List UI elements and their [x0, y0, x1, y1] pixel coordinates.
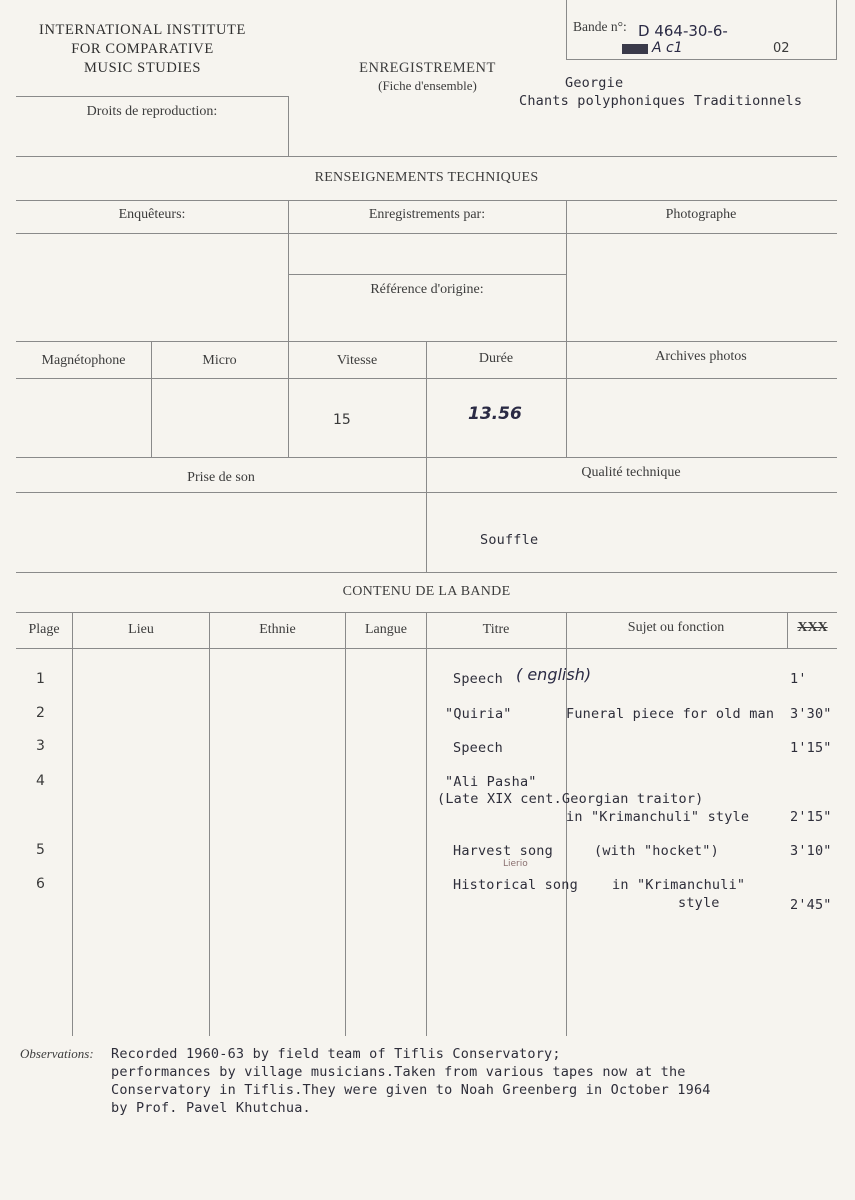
row-2-plage: 2 — [36, 705, 45, 721]
row-6-sujet: in "Krimanchuli" — [612, 877, 746, 893]
row-4-plage: 4 — [36, 773, 45, 789]
col-lieu: Lieu — [128, 622, 154, 637]
description: Chants polyphoniques Traditionnels — [519, 93, 803, 109]
bande-code: 02 — [773, 41, 790, 56]
enregistrements-label: Enregistrements par: — [368, 207, 486, 222]
technical-section-title: RENSEIGNEMENTS TECHNIQUES — [314, 170, 539, 185]
row-6-duree: 2'45" — [790, 897, 832, 913]
contents-section-title: CONTENU DE LA BANDE — [342, 584, 511, 599]
col-titre: Titre — [482, 622, 510, 637]
row-6-titre: Historical song — [453, 877, 578, 893]
row-5-plage: 5 — [36, 842, 45, 858]
observations-label: Observations: — [20, 1046, 94, 1061]
observations-line-3: Conservatory in Tiflis.They were given to Noah Greenberg in October 1964 — [111, 1082, 711, 1098]
archives-label: Archives photos — [655, 349, 747, 364]
col-langue: Langue — [365, 622, 407, 637]
row-2-titre: "Quiria" — [445, 706, 512, 722]
duree-label: Durée — [478, 351, 514, 366]
col-sujet: Sujet ou fonction — [627, 620, 725, 635]
bande-number: D 464-30-6- — [638, 22, 728, 40]
region: Georgie — [565, 75, 624, 91]
struck-text — [622, 44, 648, 54]
form-subtitle: (Fiche d'ensemble) — [378, 78, 477, 93]
col-duree-struck: XXX — [797, 620, 828, 635]
row-5-note: Lierio — [503, 859, 528, 869]
magnetophone-label: Magnétophone — [41, 353, 126, 368]
row-3-plage: 3 — [36, 738, 45, 754]
institute-line-3: MUSIC STUDIES — [84, 60, 201, 76]
qualite-label: Qualité technique — [581, 465, 681, 480]
row-1-plage: 1 — [36, 671, 45, 687]
micro-label: Micro — [202, 353, 237, 368]
observations-line-1: Recorded 1960-63 by field team of Tiflis Conservatory; — [111, 1046, 561, 1062]
photographe-label: Photographe — [665, 207, 737, 222]
prise-de-son-label: Prise de son — [187, 470, 255, 485]
row-4-sujet: in "Krimanchuli" style — [566, 809, 750, 825]
row-4-titre-2: (Late XIX cent.Georgian traitor) — [437, 791, 704, 807]
row-6-sujet-2: style — [678, 895, 720, 911]
row-1-duree: 1' — [790, 671, 807, 687]
bande-line-2: A c1 — [652, 40, 683, 56]
row-4-duree: 2'15" — [790, 809, 832, 825]
observations-line-4: by Prof. Pavel Khutchua. — [111, 1100, 311, 1116]
row-5-titre: Harvest song — [453, 843, 553, 859]
qualite-value: Souffle — [480, 532, 539, 548]
duree-value: 13.56 — [468, 404, 522, 424]
row-5-sujet: (with "hocket") — [594, 843, 719, 859]
observations-line-2: performances by village musicians.Taken from various tapes now at the — [111, 1064, 686, 1080]
enqueteurs-label: Enquêteurs: — [118, 207, 186, 222]
row-1-titre: Speech — [453, 671, 503, 687]
rights-label: Droits de reproduction: — [86, 104, 218, 119]
row-6-plage: 6 — [36, 876, 45, 892]
reference-label: Référence d'origine: — [370, 282, 484, 297]
col-ethnie: Ethnie — [259, 622, 296, 637]
institute-name — [10, 21, 275, 78]
institute-line-2: FOR COMPARATIVE — [71, 41, 214, 57]
form-title: ENREGISTREMENT — [359, 60, 496, 76]
col-plage: Plage — [28, 622, 60, 637]
row-1-note: ( english) — [516, 665, 592, 684]
institute-line-1: INTERNATIONAL INSTITUTE — [39, 22, 246, 38]
row-3-titre: Speech — [453, 740, 503, 756]
row-2-duree: 3'30" — [790, 706, 832, 722]
vitesse-value: 15 — [333, 412, 351, 428]
bande-label: Bande n°: — [573, 19, 627, 34]
row-3-duree: 1'15" — [790, 740, 832, 756]
row-5-duree: 3'10" — [790, 843, 832, 859]
row-2-sujet: Funeral piece for old man — [566, 706, 775, 722]
vitesse-label: Vitesse — [336, 353, 378, 368]
row-4-titre: "Ali Pasha" — [445, 774, 537, 790]
